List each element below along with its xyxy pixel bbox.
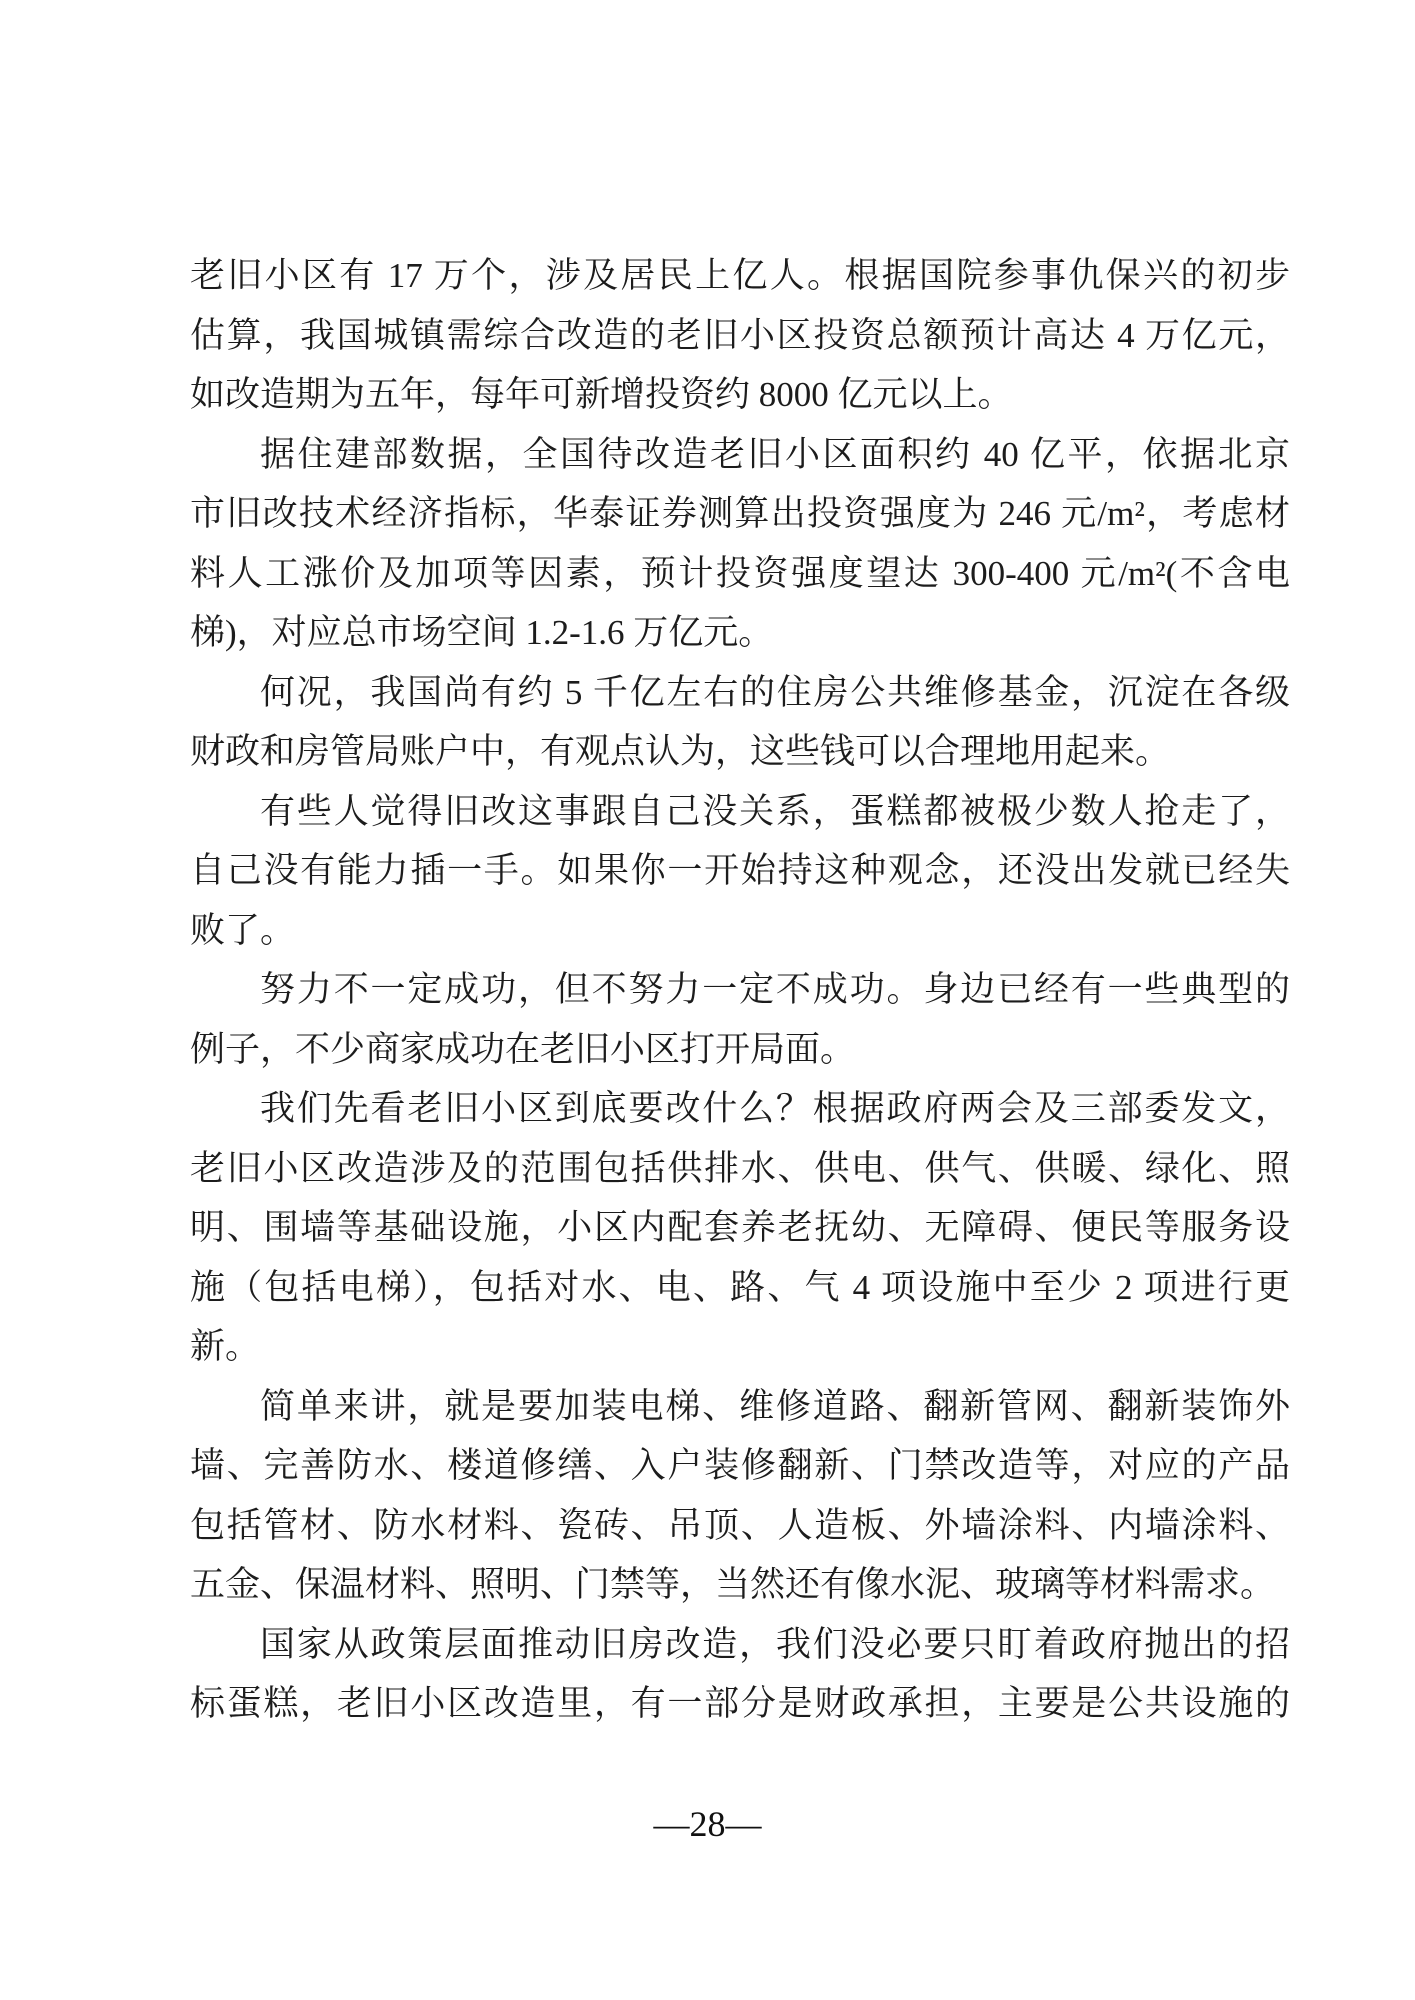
text-line: 新。 <box>190 1327 261 1366</box>
text-line: 努力不一定成功，但不努力一定不成功。身边已经有一些典型的 <box>260 970 1290 1009</box>
text-line: 料人工涨价及加项等因素，预计投资强度望达 300-400 元/m²(不含电 <box>190 553 1290 593</box>
text-line: 包括管材、防水材料、瓷砖、吊顶、人造板、外墙涂料、内墙涂料、 <box>190 1505 1290 1545</box>
page-footer <box>0 1800 1415 1848</box>
text-line: 估算，我国城镇需综合改造的老旧小区投资总额预计高达 4 万亿元， <box>190 315 1290 355</box>
body-text <box>190 246 1290 1734</box>
text-line: 市旧改技术经济指标，华泰证券测算出投资强度为 246 元/m²，考虑材 <box>190 494 1290 533</box>
text-line: 明、围墙等基础设施，小区内配套养老抚幼、无障碍、便民等服务设 <box>190 1208 1290 1247</box>
text-line: 老旧小区改造涉及的范围包括供排水、供电、供气、供暖、绿化、照 <box>190 1148 1290 1188</box>
text-line: 败了。 <box>190 910 296 950</box>
text-line: 财政和房管局账户中，有观点认为，这些钱可以合理地用起来。 <box>190 732 1171 771</box>
text-line: 自己没有能力插一手。如果你一开始持这种观念，还没出发就已经失 <box>190 851 1290 890</box>
text-line: 施（包括电梯），包括对水、电、路、气 4 项设施中至少 2 项进行更 <box>190 1267 1290 1307</box>
text-line: 我们先看老旧小区到底要改什么？根据政府两会及三部委发文， <box>260 1089 1290 1128</box>
text-line: 标蛋糕，老旧小区改造里，有一部分是财政承担，主要是公共设施的 <box>190 1684 1290 1723</box>
text-line: 如改造期为五年，每年可新增投资约 8000 亿元以上。 <box>190 375 1013 414</box>
text-line: 墙、完善防水、楼道修缮、入户装修翻新、门禁改造等，对应的产品 <box>190 1446 1290 1485</box>
text-line: 梯)，对应总市场空间 1.2-1.6 万亿元。 <box>190 613 774 652</box>
text-line: 简单来讲，就是要加装电梯、维修道路、翻新管网、翻新装饰外 <box>260 1386 1290 1426</box>
text-line: 老旧小区有 17 万个，涉及居民上亿人。根据国院参事仇保兴的初步 <box>190 256 1290 295</box>
text-line: 据住建部数据，全国待改造老旧小区面积约 40 亿平，依据北京 <box>260 434 1290 474</box>
text-line: 五金、保温材料、照明、门禁等，当然还有像水泥、玻璃等材料需求。 <box>190 1565 1276 1604</box>
text-line: 例子，不少商家成功在老旧小区打开局面。 <box>190 1029 856 1069</box>
text-line: 国家从政策层面推动旧房改造，我们没必要只盯着政府抛出的招 <box>260 1624 1290 1664</box>
text-line: 何况，我国尚有约 5 千亿左右的住房公共维修基金，沉淀在各级 <box>260 672 1290 712</box>
text-line: 有些人觉得旧改这事跟自己没关系，蛋糕都被极少数人抢走了， <box>260 791 1290 831</box>
page-number: —28— <box>653 1804 762 1844</box>
